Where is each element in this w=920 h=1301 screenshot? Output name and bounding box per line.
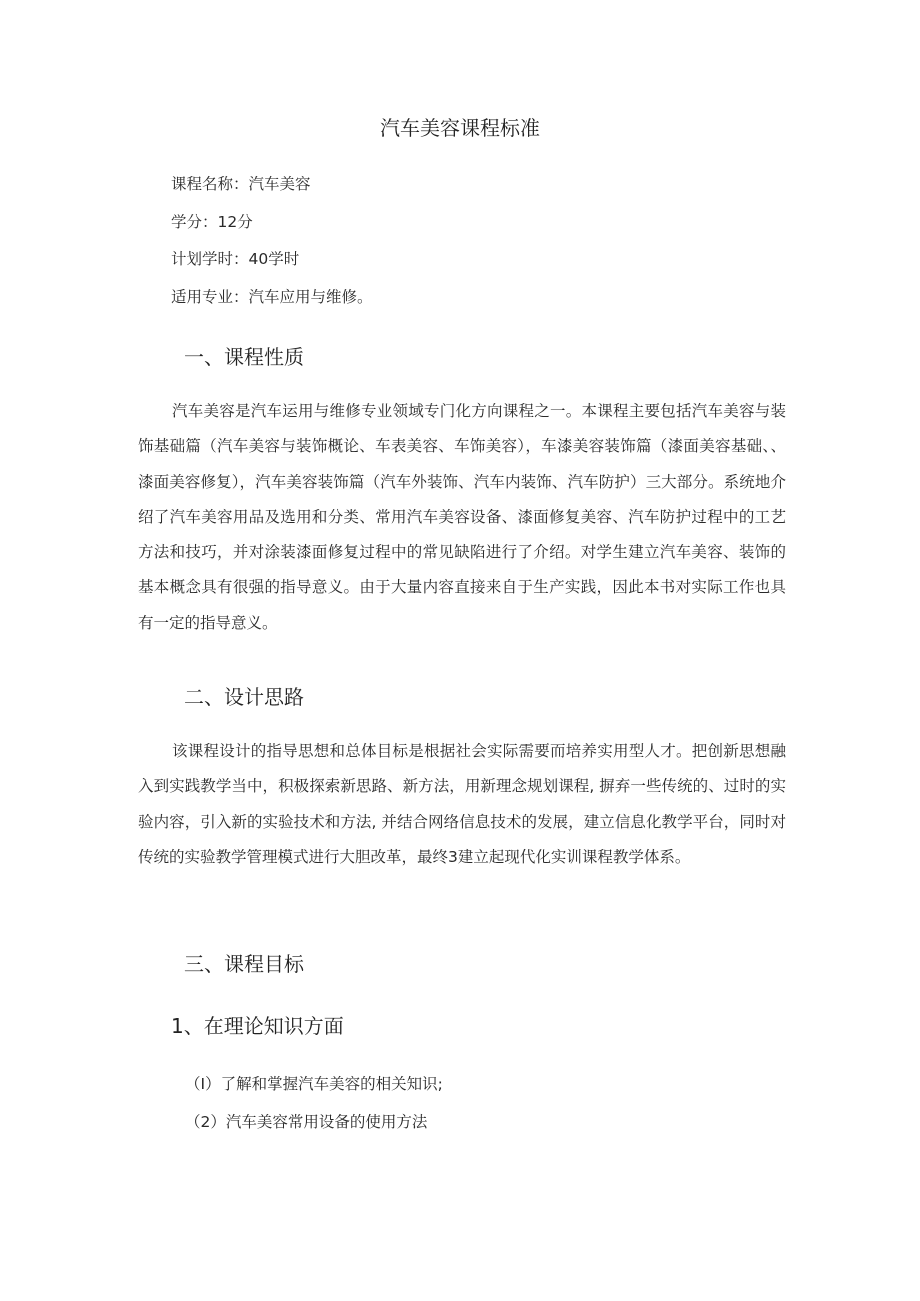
goal-list-item: （I）了解和掌握汽车美容的相关知识; [185,1075,443,1093]
major-line: 适用专业：汽车应用与维修。 [171,288,373,306]
document-title: 汽车美容课程标准 [380,116,540,140]
section-heading-design: 二、设计思路 [184,685,304,709]
section-paragraph-nature: 汽车美容是汽车运用与维修专业领域专门化方向课程之一。本课程主要包括汽车美容与装饰基础篇（汽车美容与装饰概论、车表美容、车饰美容），车漆美容装饰篇（漆面美容基础、、漆面美容修复），汽车美容装饰篇（汽车外装饰、汽车内装饰、汽车防护）三大部分。系统地介绍了汽车美容用品及选用和分类、常用汽车美容设备、漆面修复美容、汽车防护过程中的工艺方法和技巧，并对涂装漆面修复过程中的常见缺陷进行了介绍。对学生建立汽车美容、装饰的基本概念具有很强的指导意义。由于大量内容直接来自于生产实践，因此本书对实际工作也具有一定的指导意义。 [138,402,786,632]
section-heading-nature: 一、课程性质 [184,345,304,369]
subsection-heading-theory: 1、在理论知识方面 [171,1014,344,1038]
course-name-line: 课程名称：汽车美容 [171,175,311,193]
credits-line: 学分：12分 [171,213,253,231]
hours-line: 计划学时：40学时 [171,250,300,268]
goal-list-item: （2）汽车美容常用设备的使用方法 [185,1113,428,1131]
section-heading-goals: 三、课程目标 [184,952,304,976]
section-paragraph-design: 该课程设计的指导思想和总体目标是根据社会实际需要而培养实用型人才。把创新思想融入到实践教学当中，积极探索新思路、新方法，用新理念规划课程, 摒弃一些传统的、过时的实验内容，引入新的实验技术和方法, 并结合网络信息技术的发展，建立信息化教学平台，同时对传统的实验教学管理模式进行大胆改革，最终3建立起现代化实训课程教学体系。 [138,742,786,866]
